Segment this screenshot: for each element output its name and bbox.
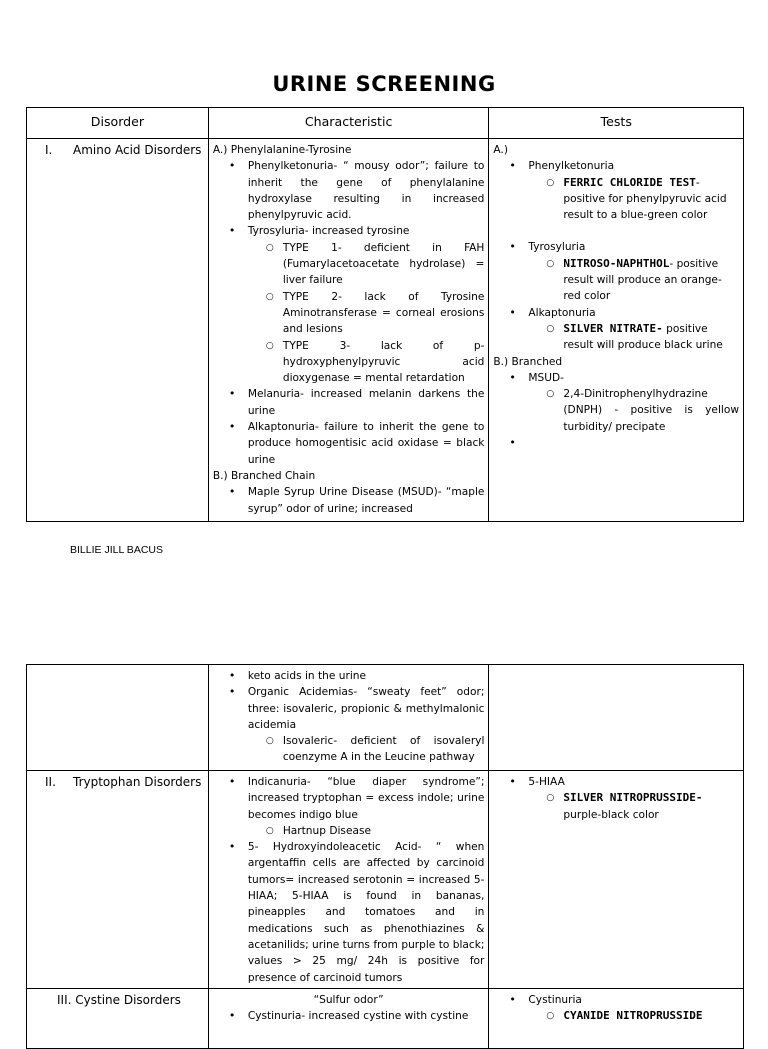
footer-author: BILLIE JILL BACUS — [70, 544, 163, 556]
header-tests: Tests — [489, 108, 744, 139]
disorder-name: Amino Acid Disorders — [73, 143, 202, 157]
test-result: - positive result will produce an orange-red color — [563, 257, 722, 303]
list-item-continued — [213, 668, 485, 684]
list-item-text: Tyrosyluria- increased tyrosine — [247, 225, 410, 238]
list-item: • Maple Syrup Urine Disease (MSUD)- “maple syrup” odor of urine; increased — [213, 484, 485, 517]
test-result: - positive for phenylpyruvic acid result to a blue-green color — [563, 176, 727, 222]
characteristic-cell — [208, 771, 489, 989]
disorder-cell — [27, 988, 209, 1048]
list-item-text: • Indicanuria- “blue diaper syndrome”; increased tryptophan = excess indole; urine becomes indigo blue — [247, 776, 485, 821]
table-row-continued — [27, 665, 744, 771]
test-name: NITROSO-NAPHTHOL — [563, 256, 670, 270]
list-item — [493, 305, 739, 354]
list-item — [493, 774, 739, 823]
disorder-cell — [27, 771, 209, 989]
test-result: positive result will produce black urine — [563, 322, 723, 352]
list-item: • Melanuria- increased melanin darkens the urine — [213, 386, 485, 419]
list-item — [528, 175, 739, 224]
disorder-cell — [27, 139, 209, 522]
table-row-cystine — [27, 988, 744, 1048]
list-item-text: Cystinuria — [528, 993, 582, 1006]
section-heading: B.) Branched Chain — [212, 469, 316, 482]
list-item — [528, 790, 739, 823]
list-item-text: keto acids in the urine — [247, 670, 367, 682]
list-item: • 5- Hydroxyindoleacetic Acid- “ when argentaffin cells are affected by carcinoid tumors= increased serotonin = increased 5-HIAA; 5-HIAA is found in bananas, pineapples and tomatoes and in medications such as phenothiazines & acetanilids; urine turns from purple to black; values > 25 mg/ 24h is positive for presence of carcinoid tumors — [213, 839, 485, 986]
list-item — [493, 239, 739, 304]
tests-cell — [489, 771, 744, 989]
empty-list-item — [493, 435, 739, 451]
list-item — [493, 158, 739, 239]
disorder-name: Cystine Disorders — [75, 992, 181, 1007]
disorder-cell — [27, 665, 209, 771]
list-item-text: 5-HIAA — [528, 776, 565, 788]
characteristic-cell — [208, 665, 489, 771]
row-number: III. — [57, 992, 72, 1007]
list-item-text: Alkaptonuria — [528, 306, 596, 319]
tests-cell — [489, 665, 744, 771]
list-item — [528, 1008, 739, 1024]
odor-note: “Sulfur odor” — [313, 993, 384, 1006]
list-item: ○ TYPE 2- lack of Tyrosine Aminotransferase = corneal erosions and lesions — [248, 289, 485, 338]
list-item-text: • Organic Acidemias- “sweaty feet” odor; three: isovaleric, propionic & methylmalonic acidemia — [247, 686, 485, 731]
disorder-name: Tryptophan Disorders — [73, 775, 202, 789]
test-name: SILVER NITRATE- — [563, 321, 663, 335]
list-item — [493, 992, 739, 1025]
header-disorder: Disorder — [27, 108, 209, 139]
list-item: ○ TYPE 1- deficient in FAH (Fumarylacetoacetate hydrolase) = liver failure — [248, 240, 485, 289]
list-item — [213, 684, 485, 765]
screening-table-page-2 — [26, 664, 744, 1049]
section-heading: A.) — [493, 144, 508, 156]
list-item — [493, 370, 739, 435]
test-name: FERRIC CHLORIDE TEST — [563, 175, 696, 189]
list-item: ○ 2,4-Dinitrophenylhydrazine (DNPH) - positive is yellow turbidity/ precipate — [528, 386, 739, 435]
test-name: SILVER NITROPRUSSIDE- — [563, 791, 703, 805]
row-number: II. — [45, 775, 56, 789]
test-result: purple-black color — [563, 808, 659, 821]
tests-cell — [489, 139, 744, 522]
section-heading: B.) Branched — [493, 355, 563, 368]
header-characteristic: Characteristic — [208, 108, 489, 139]
screening-table-page-1 — [26, 107, 744, 522]
list-item — [528, 321, 739, 354]
list-item: • Cystinuria- increased cystine with cystine — [213, 1008, 485, 1024]
list-item-text: MSUD- — [528, 371, 565, 384]
characteristic-cell — [208, 139, 489, 522]
test-name: CYANIDE NITROPRUSSIDE — [563, 1009, 703, 1023]
list-item-text: Tyrosyluria — [528, 241, 586, 254]
table-header-row — [27, 108, 744, 139]
tests-cell — [489, 988, 744, 1048]
table-row-amino-acid — [27, 139, 744, 522]
list-item — [528, 256, 739, 305]
characteristic-cell — [208, 988, 489, 1048]
list-item: ○ TYPE 3- lack of p-hydroxyphenylpyruvic acid dioxygenase = mental retardation — [248, 338, 485, 387]
list-item-text: Phenylketonuria — [528, 160, 615, 173]
row-number: I. — [45, 143, 53, 157]
table-row-tryptophan — [27, 771, 744, 989]
list-item — [213, 223, 485, 386]
list-item: • Alkaptonuria- failure to inherit the gene to produce homogentisic acid oxidase = black urine — [213, 419, 485, 468]
list-item — [213, 774, 485, 839]
list-item: ○ Isovaleric- deficient of isovaleryl coenzyme A in the Leucine pathway — [248, 733, 485, 766]
section-heading: A.) Phenylalanine-Tyrosine — [212, 144, 352, 156]
page-title: URINE SCREENING — [272, 72, 496, 96]
list-item: ○ Hartnup Disease — [248, 823, 485, 839]
list-item: • Phenylketonuria- “ mousy odor”; failure to inherit the gene of phenylalanine hydroxylase resulting in increased phenylpyruvic acid. — [213, 158, 485, 223]
